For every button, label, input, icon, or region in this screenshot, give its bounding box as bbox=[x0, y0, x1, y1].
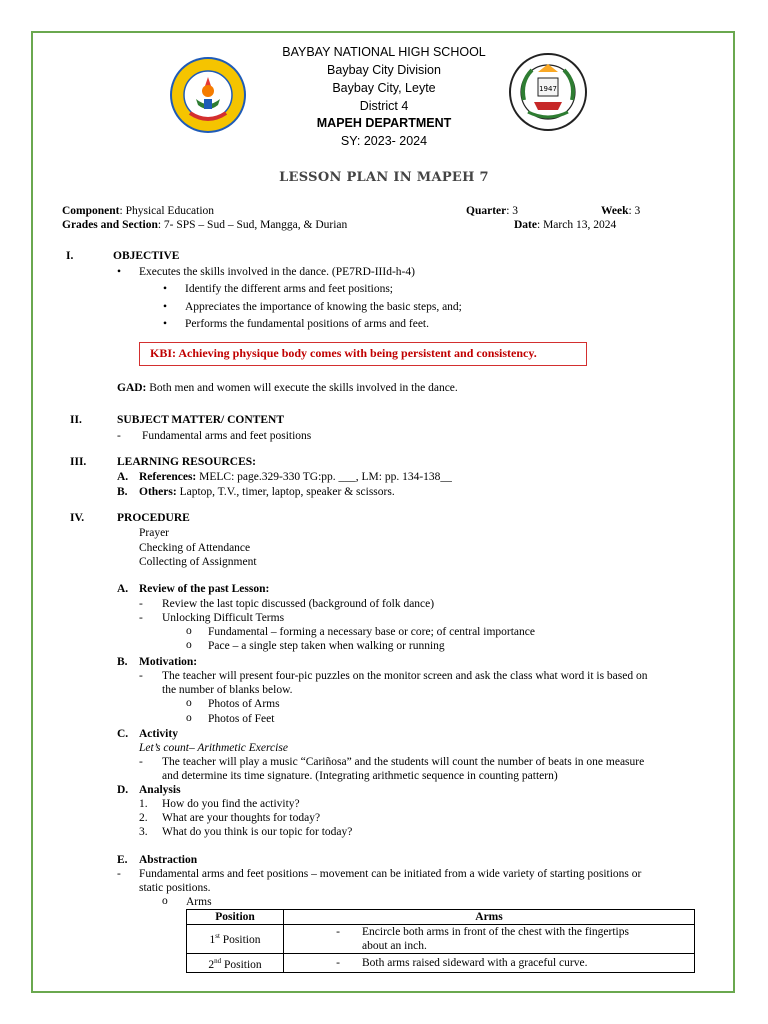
others-line: Others: Laptop, T.V., timer, laptop, speaker & scissors. bbox=[139, 486, 395, 498]
department-name: MAPEH DEPARTMENT bbox=[316, 116, 452, 130]
circle-bullet: o bbox=[186, 625, 192, 637]
procedure-num: IV. bbox=[70, 512, 85, 524]
table-row bbox=[187, 954, 695, 973]
position-cell: 2nd Position bbox=[187, 954, 284, 973]
prelim-item: Prayer bbox=[139, 527, 170, 539]
abstraction-text: Fundamental arms and feet positions – movement can be initiated from a wide variety of starting positions or bbox=[139, 868, 642, 880]
resources-heading: LEARNING RESOURCES: bbox=[117, 456, 256, 468]
subject-num: II. bbox=[70, 414, 82, 426]
review-item: Unlocking Difficult Terms bbox=[162, 612, 285, 624]
prelim-item: Checking of Attendance bbox=[139, 542, 251, 554]
abstraction-label: E. bbox=[117, 854, 128, 866]
activity-label: C. bbox=[117, 728, 129, 740]
arms-desc-cell: - Both arms raised sideward with a graceful curve. bbox=[284, 954, 695, 973]
objective-heading: OBJECTIVE bbox=[113, 250, 180, 262]
circle-bullet: o bbox=[186, 639, 192, 651]
table-header-arms: Arms bbox=[284, 910, 695, 925]
week-line: Week: 3 bbox=[601, 205, 641, 217]
activity-text: and determine its time signature. (Integrating arithmetic sequence in counting pattern) bbox=[162, 770, 558, 782]
dash-mark: - bbox=[117, 868, 121, 880]
objective-item: Identify the different arms and feet positions; bbox=[185, 283, 394, 295]
motivation-title: Motivation: bbox=[139, 656, 198, 668]
bullet-icon: • bbox=[117, 266, 122, 278]
activity-title: Activity bbox=[139, 728, 178, 740]
bullet-icon: • bbox=[163, 318, 168, 330]
analysis-num: 3. bbox=[139, 826, 148, 838]
circle-bullet: o bbox=[186, 697, 192, 709]
division-name: Baybay City Division bbox=[327, 63, 441, 77]
motivation-item: Photos of Arms bbox=[208, 698, 280, 710]
motivation-label: B. bbox=[117, 656, 128, 668]
analysis-title: Analysis bbox=[139, 784, 181, 796]
analysis-item: What do you think is our topic for today? bbox=[162, 826, 353, 838]
objective-main: Executes the skills involved in the dance. (PE7RD-IIId-h-4) bbox=[139, 266, 415, 278]
term-item: Pace – a single step taken when walking or running bbox=[208, 640, 445, 652]
dash-mark: - bbox=[139, 756, 143, 768]
abstraction-title: Abstraction bbox=[139, 854, 198, 866]
circle-bullet: o bbox=[186, 712, 192, 724]
dash-mark: - bbox=[139, 598, 143, 610]
analysis-label: D. bbox=[117, 784, 129, 796]
term-item: Fundamental – forming a necessary base or core; of central importance bbox=[208, 626, 535, 638]
motivation-text: The teacher will present four-pic puzzles on the monitor screen and ask the class what word it is based on bbox=[162, 670, 648, 682]
subject-item: Fundamental arms and feet positions bbox=[142, 430, 312, 442]
arms-desc-cell: - Encircle both arms in front of the chest with the fingertips about an inch. bbox=[284, 925, 695, 954]
review-label: A. bbox=[117, 583, 129, 595]
others-label: B. bbox=[117, 486, 128, 498]
resources-num: III. bbox=[70, 456, 87, 468]
date-line: Date: March 13, 2024 bbox=[514, 219, 617, 231]
school-year: SY: 2023- 2024 bbox=[340, 134, 428, 148]
prelim-item: Collecting of Assignment bbox=[139, 556, 257, 568]
dash-mark: - bbox=[139, 612, 143, 624]
analysis-item: How do you find the activity? bbox=[162, 798, 300, 810]
arms-positions-table bbox=[186, 909, 695, 973]
review-title: Review of the past Lesson: bbox=[139, 583, 270, 595]
activity-text: The teacher will play a music “Cariñosa” and the students will count the number of beats in one measure bbox=[162, 756, 645, 768]
table-row bbox=[187, 925, 695, 954]
motivation-text: the number of blanks below. bbox=[162, 684, 293, 696]
dash-mark: - bbox=[139, 670, 143, 682]
circle-bullet: o bbox=[162, 895, 168, 907]
review-item: Review the last topic discussed (background of folk dance) bbox=[162, 598, 435, 610]
objective-item: Performs the fundamental positions of arms and feet. bbox=[185, 318, 429, 330]
subject-heading: SUBJECT MATTER/ CONTENT bbox=[117, 414, 284, 426]
city-name: Baybay City, Leyte bbox=[332, 81, 436, 95]
kbi-box: KBI: Achieving physique body comes with being persistent and consistency. bbox=[139, 342, 587, 366]
district-name: District 4 bbox=[359, 99, 409, 113]
grades-line: Grades and Section: 7- SPS – Sud – Sud, Mangga, & Durian bbox=[62, 219, 348, 231]
objective-item: Appreciates the importance of knowing the basic steps, and; bbox=[185, 301, 462, 313]
activity-subtitle: Let’s count– Arithmetic Exercise bbox=[139, 742, 288, 754]
lesson-plan-title: LESSON PLAN IN MAPEH 7 bbox=[279, 170, 489, 185]
abstraction-text: static positions. bbox=[139, 882, 211, 894]
bullet-icon: • bbox=[163, 301, 168, 313]
ref-label: A. bbox=[117, 471, 129, 483]
position-cell: 1st Position bbox=[187, 925, 284, 954]
motivation-item: Photos of Feet bbox=[208, 713, 275, 725]
quarter-line: Quarter: 3 bbox=[466, 205, 519, 217]
svg-text:1947: 1947 bbox=[539, 85, 557, 93]
component-line: Component: Physical Education bbox=[62, 205, 215, 217]
analysis-num: 1. bbox=[139, 798, 148, 810]
procedure-heading: PROCEDURE bbox=[117, 512, 190, 524]
dash-mark: - bbox=[117, 430, 121, 442]
references-line: References: MELC: page.329-330 TG:pp. ___, LM: pp. 134-138__ bbox=[139, 471, 452, 483]
gad-line: GAD: Both men and women will execute the skills involved in the dance. bbox=[117, 382, 458, 394]
analysis-num: 2. bbox=[139, 812, 148, 824]
objective-num: I. bbox=[66, 250, 74, 262]
school-name: BAYBAY NATIONAL HIGH SCHOOL bbox=[282, 45, 486, 59]
bullet-icon: • bbox=[163, 283, 168, 295]
table-header-position: Position bbox=[187, 910, 284, 925]
arms-subheading: Arms bbox=[186, 896, 212, 908]
analysis-item: What are your thoughts for today? bbox=[162, 812, 321, 824]
